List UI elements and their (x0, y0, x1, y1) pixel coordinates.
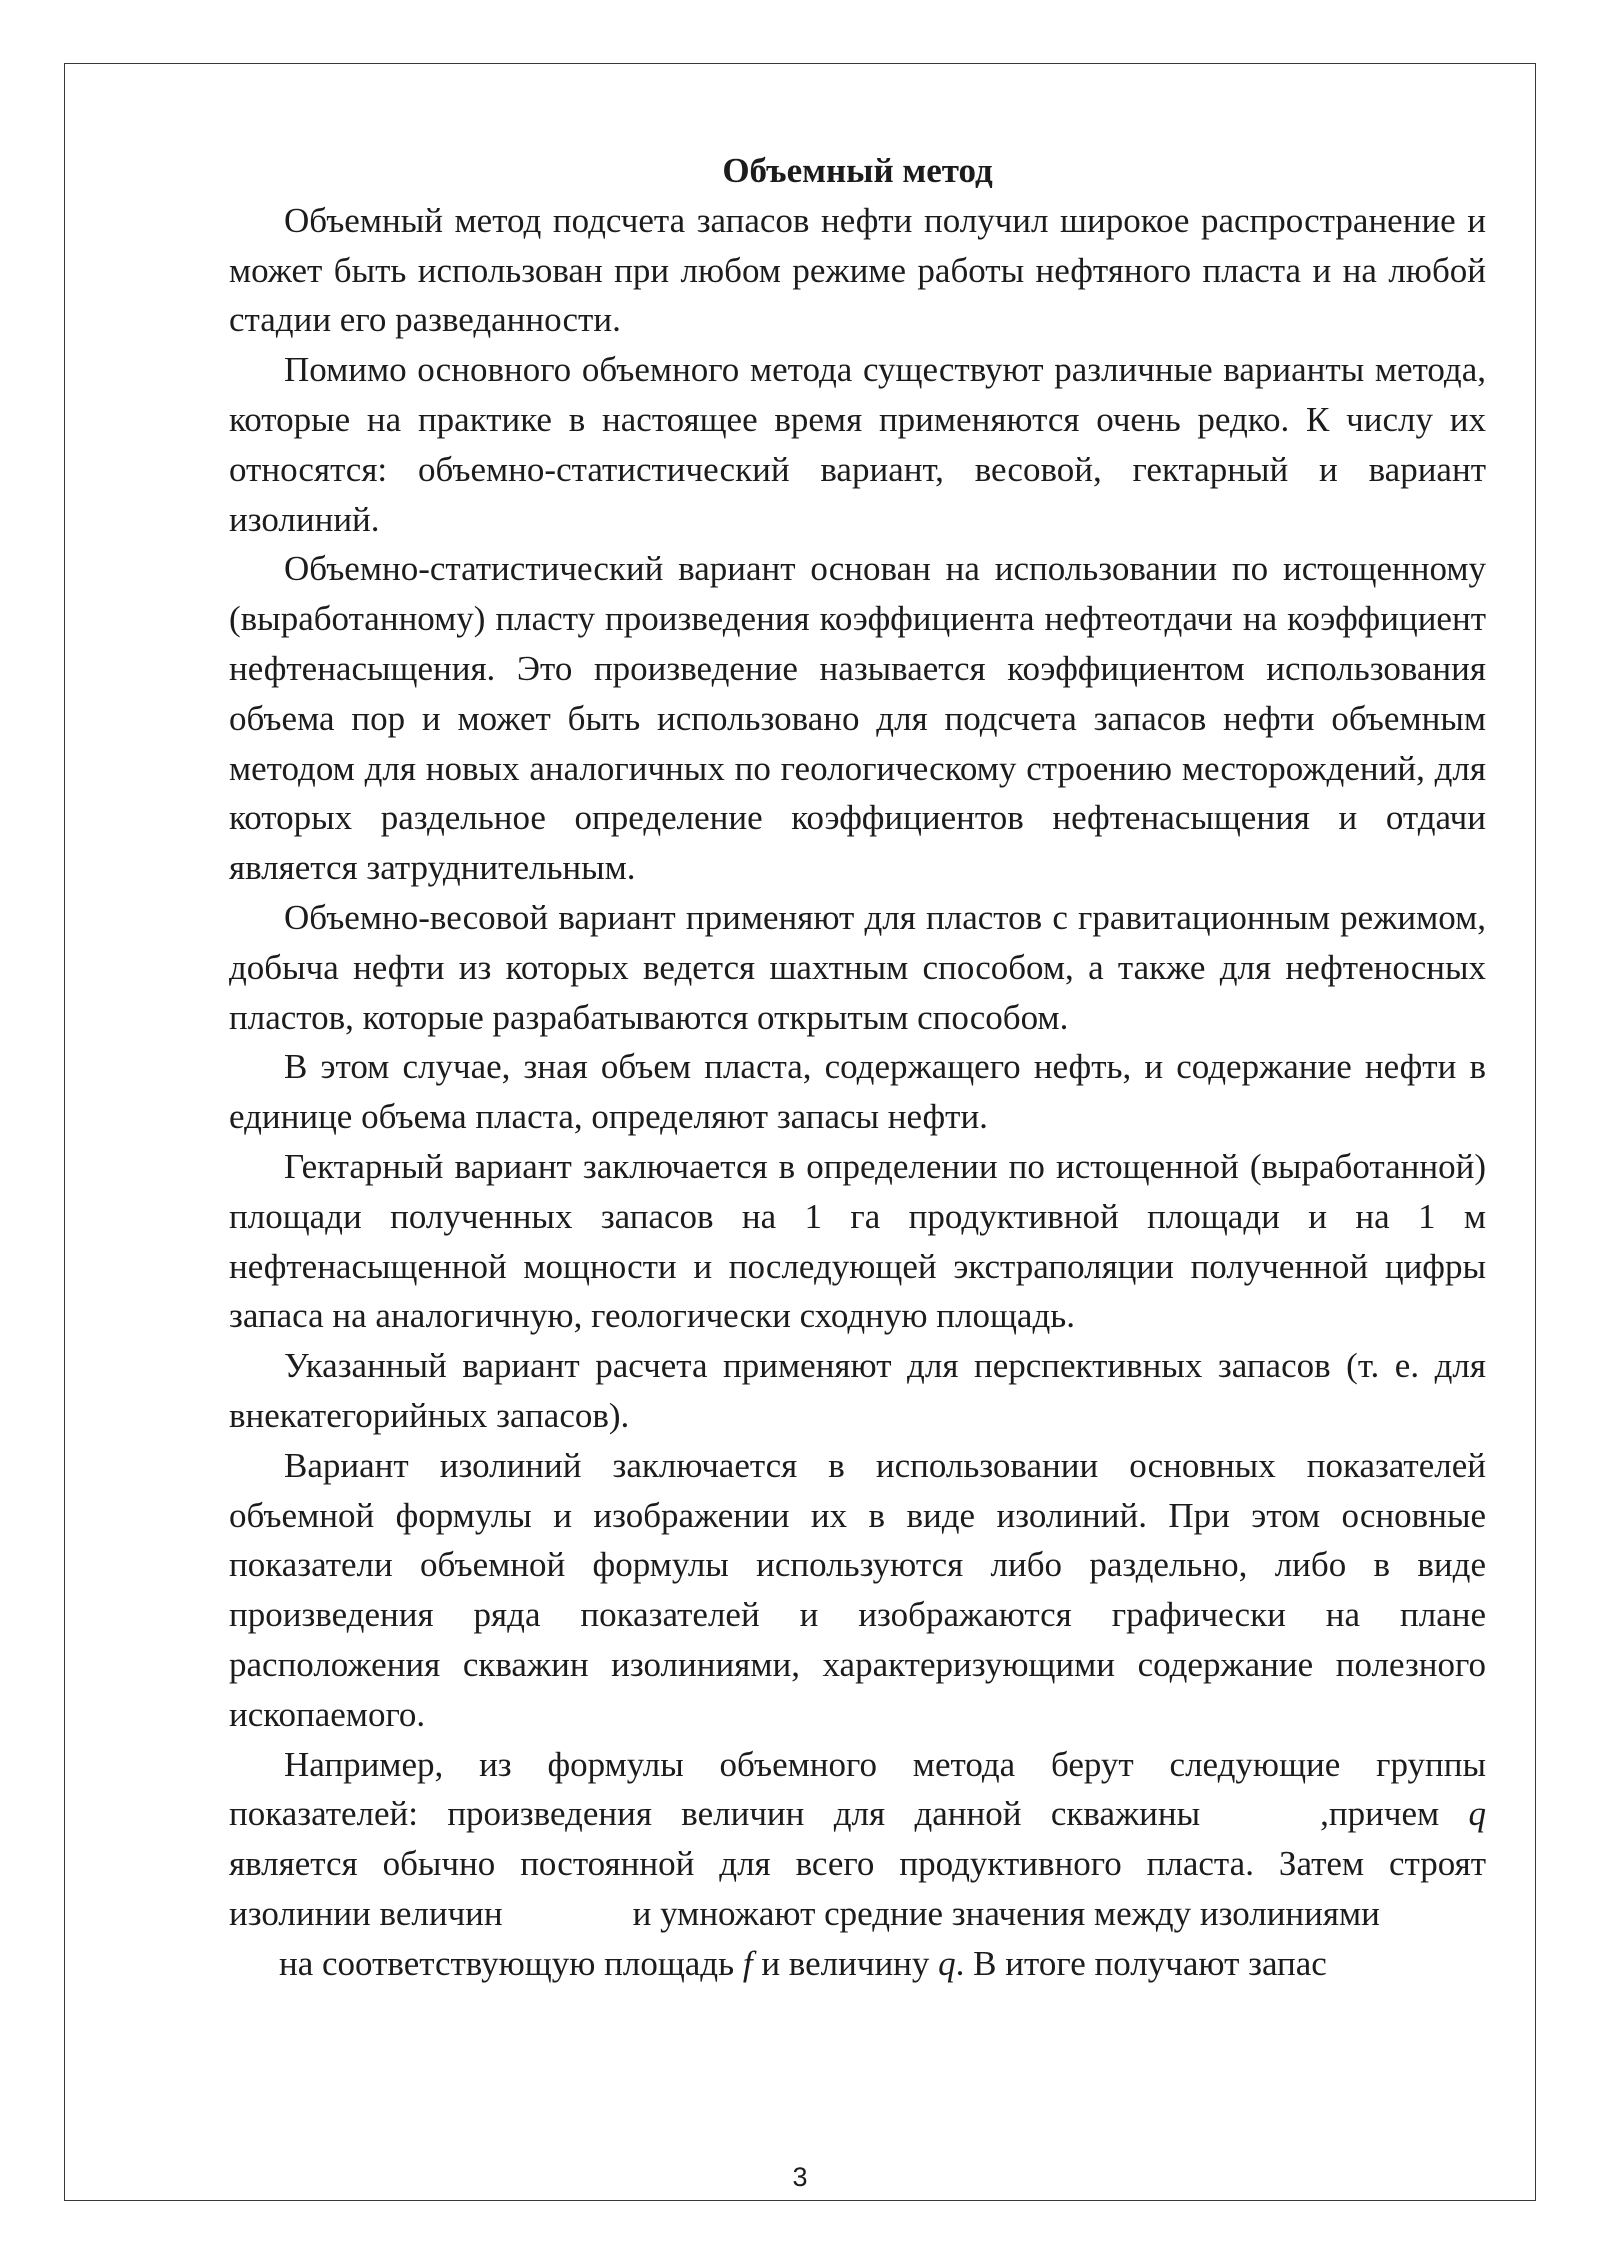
text-fragment: . В итоге получают запас (955, 1943, 1327, 1983)
text-fragment: на соответствующую площадь (279, 1943, 743, 1983)
paragraph: Объемно-статистический вариант основан на использовании по истощенному (выработанному) пласту произведения коэффициента нефтеотдачи на коэффициент нефтенасыщения. Это произведение называется коэффициентом использования объема пор и может быть использовано для подсчета запасов нефти объемным методом для новых аналогичных по геологическому строению месторождений, для которых раздельное определение коэффициентов нефтенасыщения и отдачи является затруднительным. (229, 549, 1486, 888)
text-fragment: является обычно постоянной для всего продуктивного пласта. Затем строят изолинии величин (229, 1844, 1486, 1933)
page-number: 3 (792, 2162, 808, 2192)
paragraph: Вариант изолиний заключается в использовании основных показателей объемной формулы и изображении их в виде изолиний. При этом основные показатели объемной формулы используются либо раздельно, либо в виде произведения ряда показателей и изображаются графически на плане расположения скважин изолиниями, характеризующими содержание полезного ископаемого. (229, 1445, 1486, 1734)
paragraph: Объемный метод подсчета запасов нефти получил широкое распространение и может быть использован при любом режиме работы нефтяного пласта и на любой стадии его разведанности. (229, 200, 1486, 340)
text-fragment: и умножают средние значения между изолиниями (632, 1893, 1380, 1933)
variable-f: f (742, 1943, 753, 1983)
document-body (229, 146, 1486, 1988)
page-title: Объемный метод (722, 151, 993, 190)
paragraph: Гектарный вариант заключается в определении по истощенной (выработанной) площади полученных запасов на 1 га продуктивной площади и на 1 м нефтенасыщенной мощности и последующей экстраполяции полученной цифры запаса на аналогичную, геологически сходную площадь. (229, 1146, 1486, 1336)
text-fragment: ,причем (1320, 1794, 1469, 1834)
paragraph: В этом случае, зная объем пласта, содержащего нефть, и содержание нефти в единице объема пласта, определяют запасы нефти. (229, 1047, 1486, 1137)
paragraph: Объемно-весовой вариант применяют для пластов с гравитационным режимом, добыча нефти из которых ведется шахтным способом, а также для нефтеносных пластов, которые разрабатываются открытым способом. (229, 897, 1486, 1037)
paragraph: Указанный вариант расчета применяют для перспективных запасов (т. е. для внекатегорийных запасов). (229, 1346, 1486, 1435)
paragraph-with-formulas (229, 1740, 1486, 1939)
paragraph: Помимо основного объемного метода существуют различные варианты метода, которые на практике в настоящее время применяются очень редко. К числу их относятся: объемно-статистический вариант, весовой, гектарный и вариант изолиний. (229, 350, 1486, 539)
variable-q: q (1468, 1794, 1486, 1834)
text-fragment: Например, из формулы объемного метода берут следующие группы показателей: произведения величин для данной скважины (229, 1744, 1486, 1834)
text-fragment: и величину (752, 1943, 939, 1983)
final-line (229, 1939, 1486, 1989)
variable-q: q (938, 1943, 956, 1983)
